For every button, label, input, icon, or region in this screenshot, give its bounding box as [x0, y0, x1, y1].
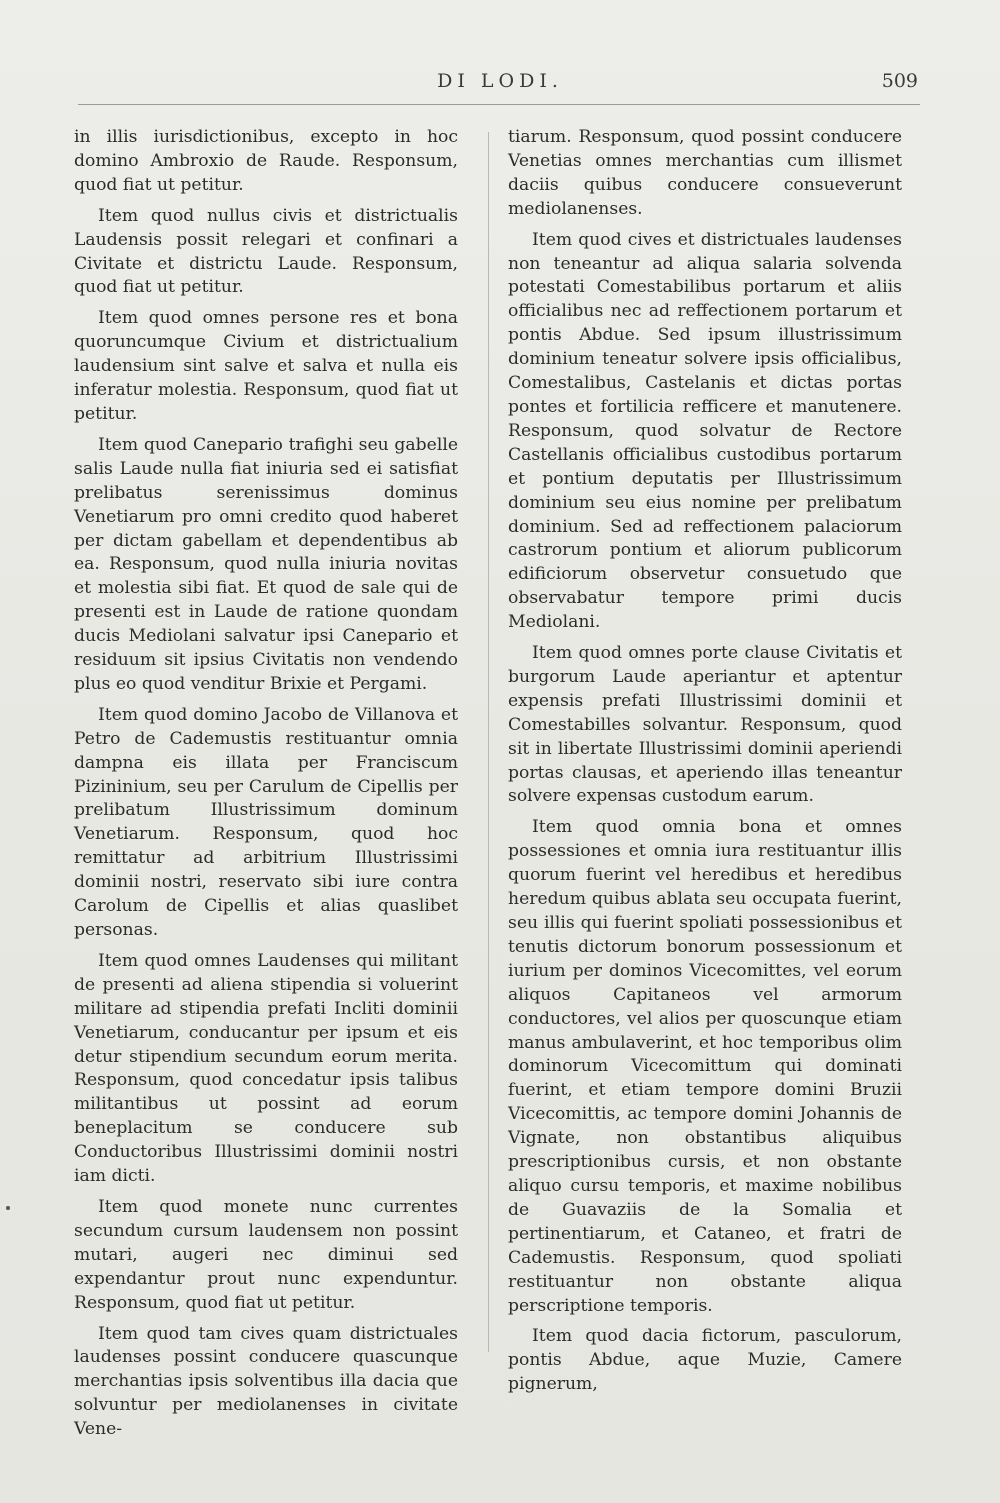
paragraph: Item quod tam cives quam districtuales laudenses possint conducere quascunque merchantias ipsis solventibus illa dacia que solvuntur per mediolanenses in civitate Vene- — [74, 1323, 458, 1440]
paragraph: Item quod omnes Laudenses qui militant de presenti ad aliena stipendia si voluerint militare ad stipendia prefati Incliti dominii Venetiarum, conducantur per ipsum et eis detur stipendium secundum eorum merita. Responsum, quod concedatur ipsis talibus militantibus ut possint ad eorum beneplacitum se conducere sub Conductoribus Illustrissimi dominii nostri iam dicti. — [74, 950, 458, 1187]
column-divider — [488, 132, 489, 1352]
paragraph: Item quod nullus civis et districtualis Laudensis possit relegari et confinari a Civitate et districtu Laude. Responsum, quod fiat ut petitur. — [74, 205, 458, 298]
right-column — [508, 126, 902, 1404]
paragraph: Item quod dacia fictorum, pasculorum, pontis Abdue, aque Muzie, Camere pignerum, — [508, 1326, 902, 1395]
paragraph: Item quod cives et districtuales laudenses non teneantur ad aliqua salaria solvenda potestati Comestabilibus portarum et aliis officialibus nec ad reffectionem portarum et pontis Abdue. Sed ipsum illustrissimum dominium teneatur solvere ipsis officialibus, Comestalibus, Castelanis et dictas portas pontes et fortilicia refficere et manutenere. Responsum, quod solvatur de Rectore Castellanis officialibus custodibus portarum et pontium deputatis per Illustrissimum dominium seu eius nomine per prelibatum dominium. Sed ad reffectionem palaciorum castrorum pontium et aliorum publicorum edificiorum observetur consuetudo que observabatur tempore primi ducis Mediolani. — [508, 229, 902, 633]
header-rule — [78, 104, 920, 105]
paragraph: in illis iurisdictionibus, excepto in hoc domino Ambroxio de Raude. Responsum, quod fiat ut petitur. — [74, 127, 458, 195]
paragraph: Item quod Canepario trafighi seu gabelle salis Laude nulla fiat iniuria sed ei satisfiat prelibatus serenissimus dominus Venetiarum pro omni credito quod haberet per dictam gabellam et dependentibus ab ea. Responsum, quod nulla iniuria novitas et molestia sibi fiat. Et quod de sale qui de presenti est in Laude de ratione quondam ducis Mediolani salvatur ipsi Canepario et residuum sit ipsius Civitatis non vendendo plus eo quod venditur Brixie et Pergami. — [74, 434, 458, 694]
ink-speck — [6, 1206, 10, 1210]
paragraph: tiarum. Responsum, quod possint conducere Venetias omnes merchantias cum illismet daciis quibus conducere consueverunt mediolanenses. — [508, 127, 902, 219]
page-header — [0, 70, 1000, 106]
paragraph: Item quod monete nunc currentes secundum cursum laudensem non possint mutari, augeri nec diminui sed expendantur prout nunc expenduntur. Responsum, quod fiat ut petitur. — [74, 1196, 458, 1313]
paragraph: Item quod omnes persone res et bona quoruncumque Civium et districtualium laudensium sint salve et salva et nulla eis inferatur molestia. Responsum, quod fiat ut petitur. — [74, 308, 458, 424]
paragraph: Item quod omnia bona et omnes possessiones et omnia iura restituantur illis quorum fuerint vel heredibus et heredibus heredum quibus ablata seu occupata fuerint, seu illis qui fuerint spoliati possessionibus et tenutis dictorum bonorum possessionum et iurium per dominos Vicecomittes, vel eorum aliquos Capitaneos vel armorum conductores, vel alios per quoscunque etiam manus ambulaverint, et hoc temporibus olim dominorum Vicecomittum qui dominati fuerint, et etiam tempore domini Bruzii Vicecomittis, ac tempore domini Johannis de Vignate, non obstantibus aliquibus prescriptionibus cursis, et non obstante aliquo cursu temporis, et maxime nobilibus de Guavaziis de la Somalia et pertinentiarum, et Cataneo, et fratri de Cademustis. Responsum, quod spoliati restituantur non obstante aliqua perscriptione temporis. — [508, 817, 902, 1316]
paragraph: Item quod omnes porte clause Civitatis et burgorum Laude aperiantur et aptentur expensis prefati Illustrissimi dominii et Comestabilles solvantur. Responsum, quod sit in libertate Illustrissimi dominii aperiendi portas clausas, et aperiendo illas teneantur solvere expensas custodum earum. — [508, 643, 902, 807]
running-title: DI LODI. — [437, 70, 563, 92]
page-number: 509 — [881, 70, 918, 92]
left-column — [74, 126, 458, 1449]
paragraph: Item quod domino Jacobo de Villanova et Petro de Cademustis restituantur omnia dampna eis illata per Franciscum Pizininium, seu per Carulum de Cipellis per prelibatum Illustrissimum dominum Venetiarum. Responsum, quod hoc remittatur ad arbitrium Illustrissimi dominii nostri, reservato sibi iure contra Carolum de Cipellis et alias quaslibet personas. — [74, 704, 458, 940]
